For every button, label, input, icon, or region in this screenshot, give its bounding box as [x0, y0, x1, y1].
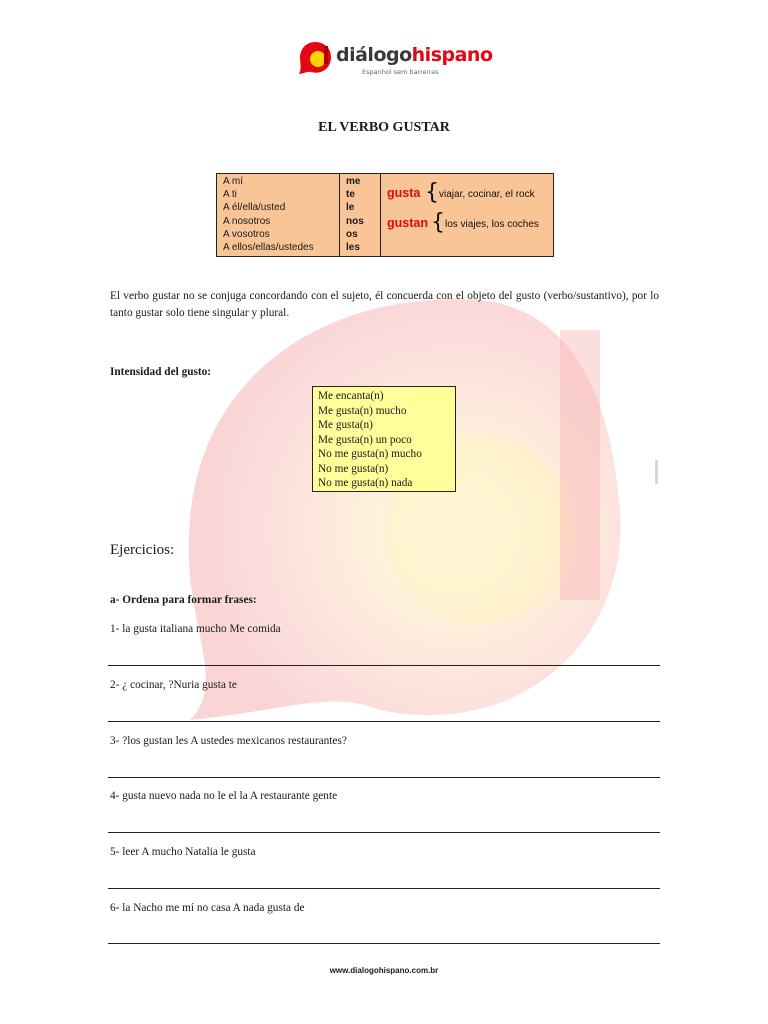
brand-name [336, 44, 493, 66]
intensity-item: Me gusta(n) [318, 419, 373, 431]
pronoun-item: A ti [223, 189, 237, 201]
brand-name-dark: diálogo [336, 44, 412, 66]
exercise-item: 6- la Nacho me mí no casa A nada gusta de [110, 902, 305, 914]
intensity-item: No me gusta(n) [318, 462, 389, 475]
intensity-label: Intensidad del gusto: [110, 366, 212, 378]
plural-objects: los viajes, los coches [445, 219, 539, 230]
brand-tagline: Espanhol sem barreiras [362, 68, 439, 76]
clitic-item: le [346, 202, 355, 214]
exercises-heading: Ejercicios: [110, 542, 175, 558]
clitic-item: me [346, 176, 361, 187]
clitic-item: nos [346, 215, 364, 227]
pronoun-item: A nosotros [223, 215, 271, 227]
page-edge-mark [655, 460, 658, 484]
singular-objects: viajar, cocinar, el rock [439, 189, 535, 200]
intensity-item: Me encanta(n) [318, 390, 384, 402]
intensity-box [312, 386, 456, 492]
intensity-item: Me gusta(n) mucho [318, 404, 407, 417]
answer-line[interactable] [108, 832, 660, 833]
answer-line[interactable] [108, 888, 660, 889]
verb-singular: gusta [387, 186, 421, 200]
exercise-item: 3- ?los gustan les A ustedes mexicanos restaurantes? [110, 735, 347, 747]
pronoun-item: A vosotros [223, 228, 270, 240]
exercise-item: 2- ¿ cocinar, ?Nuria gusta te [110, 679, 237, 691]
explanation-paragraph: El verbo gustar no se conjuga concordando con el sujeto, él concuerda con el objeto del gusto (verbo/sustantivo), por lo tanto gustar solo tiene singular y plural. [110, 290, 659, 319]
answer-line[interactable] [108, 721, 660, 722]
exercise-item: 4- gusta nuevo nada no le el la A restaurante gente [110, 790, 338, 802]
answer-line[interactable] [108, 665, 660, 666]
exercise-item: 1- la gusta italiana mucho Me comida [110, 623, 281, 635]
intensity-item: Me gusta(n) un poco [318, 433, 412, 446]
speech-bubble-icon [298, 40, 332, 78]
intensity-item: No me gusta(n) mucho [318, 448, 422, 460]
brand-logo [298, 40, 493, 84]
verb-column [381, 174, 553, 256]
clitic-item: te [346, 189, 355, 201]
answer-line[interactable] [108, 943, 660, 944]
brace-icon: { [431, 210, 445, 235]
clitic-item: os [346, 228, 358, 240]
brand-name-red: hispano [411, 44, 493, 66]
watermark-logo [150, 290, 670, 730]
pronoun-item: A él/ella/usted [223, 202, 286, 214]
clitic-item: les [346, 242, 360, 254]
verb-plural: gustan [387, 216, 428, 230]
exercise-item: 5- leer A mucho Natalia le gusta [110, 846, 256, 858]
page-title: EL VERBO GUSTAR [318, 120, 450, 135]
exercises-subheading: a- Ordena para formar frases: [110, 594, 257, 606]
footer-url: www.dialogohispano.com.br [329, 966, 439, 975]
pronoun-item: A ellos/ellas/ustedes [223, 242, 314, 254]
pronoun-item: A mí [223, 176, 244, 187]
clitic-column [340, 174, 381, 256]
answer-line[interactable] [108, 777, 660, 778]
intensity-item: No me gusta(n) nada [318, 477, 413, 489]
conjugation-table [216, 173, 554, 257]
brace-icon: { [425, 180, 439, 205]
pronoun-column [217, 174, 340, 256]
